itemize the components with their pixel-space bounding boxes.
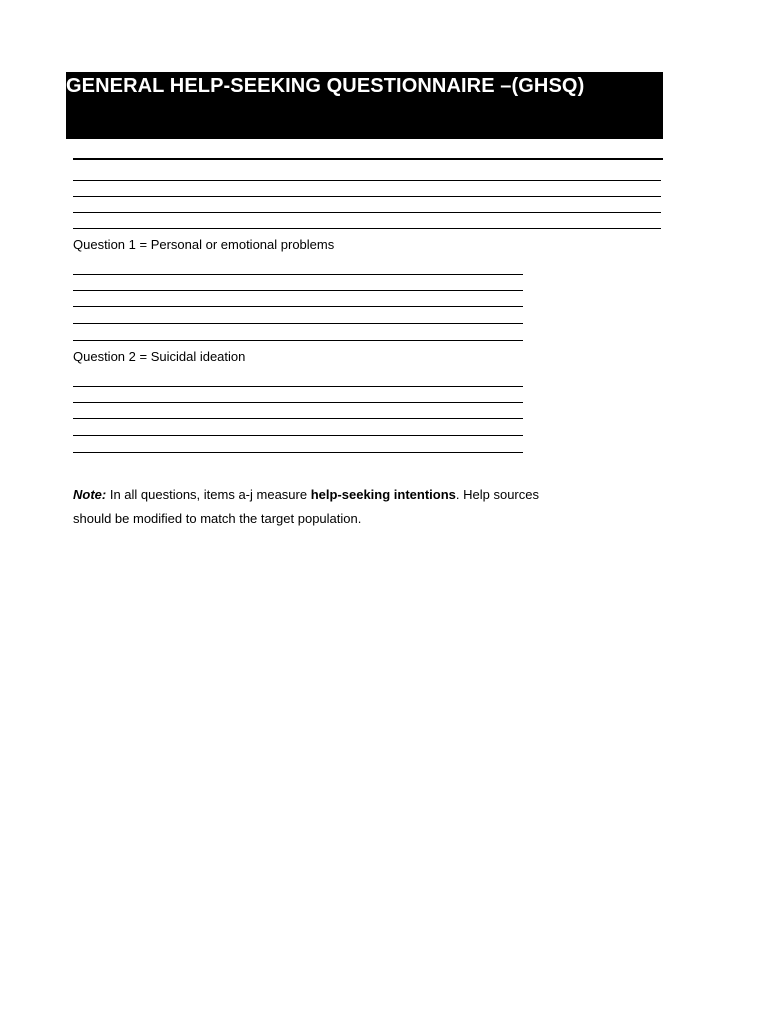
question-1-label: Question 1 = Personal or emotional problems <box>73 237 335 252</box>
title-rule <box>73 158 663 160</box>
answer-line <box>73 402 523 403</box>
answer-line <box>73 435 523 436</box>
blank-line <box>73 196 661 197</box>
answer-line <box>73 274 523 275</box>
answer-line <box>73 290 523 291</box>
note-label: Note: <box>73 487 107 502</box>
answer-line <box>73 452 523 453</box>
document-title: GENERAL HELP-SEEKING QUESTIONNAIRE –(GHSQ) <box>66 75 585 97</box>
answer-line <box>73 323 523 324</box>
question-2-label: Question 2 = Suicidal ideation <box>73 349 246 364</box>
note-text-before: In all questions, items a-j measure <box>106 487 311 502</box>
blank-line <box>73 180 661 181</box>
answer-line <box>73 306 523 307</box>
blank-line <box>73 212 661 213</box>
answer-line <box>73 386 523 387</box>
answer-line <box>73 340 523 341</box>
answer-line <box>73 418 523 419</box>
note-text-after: . Help sources should be modified to match the target population. <box>73 487 539 526</box>
blank-line <box>73 228 661 229</box>
title-bar <box>66 72 663 139</box>
note-paragraph <box>73 483 543 531</box>
note-emphasis: help-seeking intentions <box>310 487 456 502</box>
